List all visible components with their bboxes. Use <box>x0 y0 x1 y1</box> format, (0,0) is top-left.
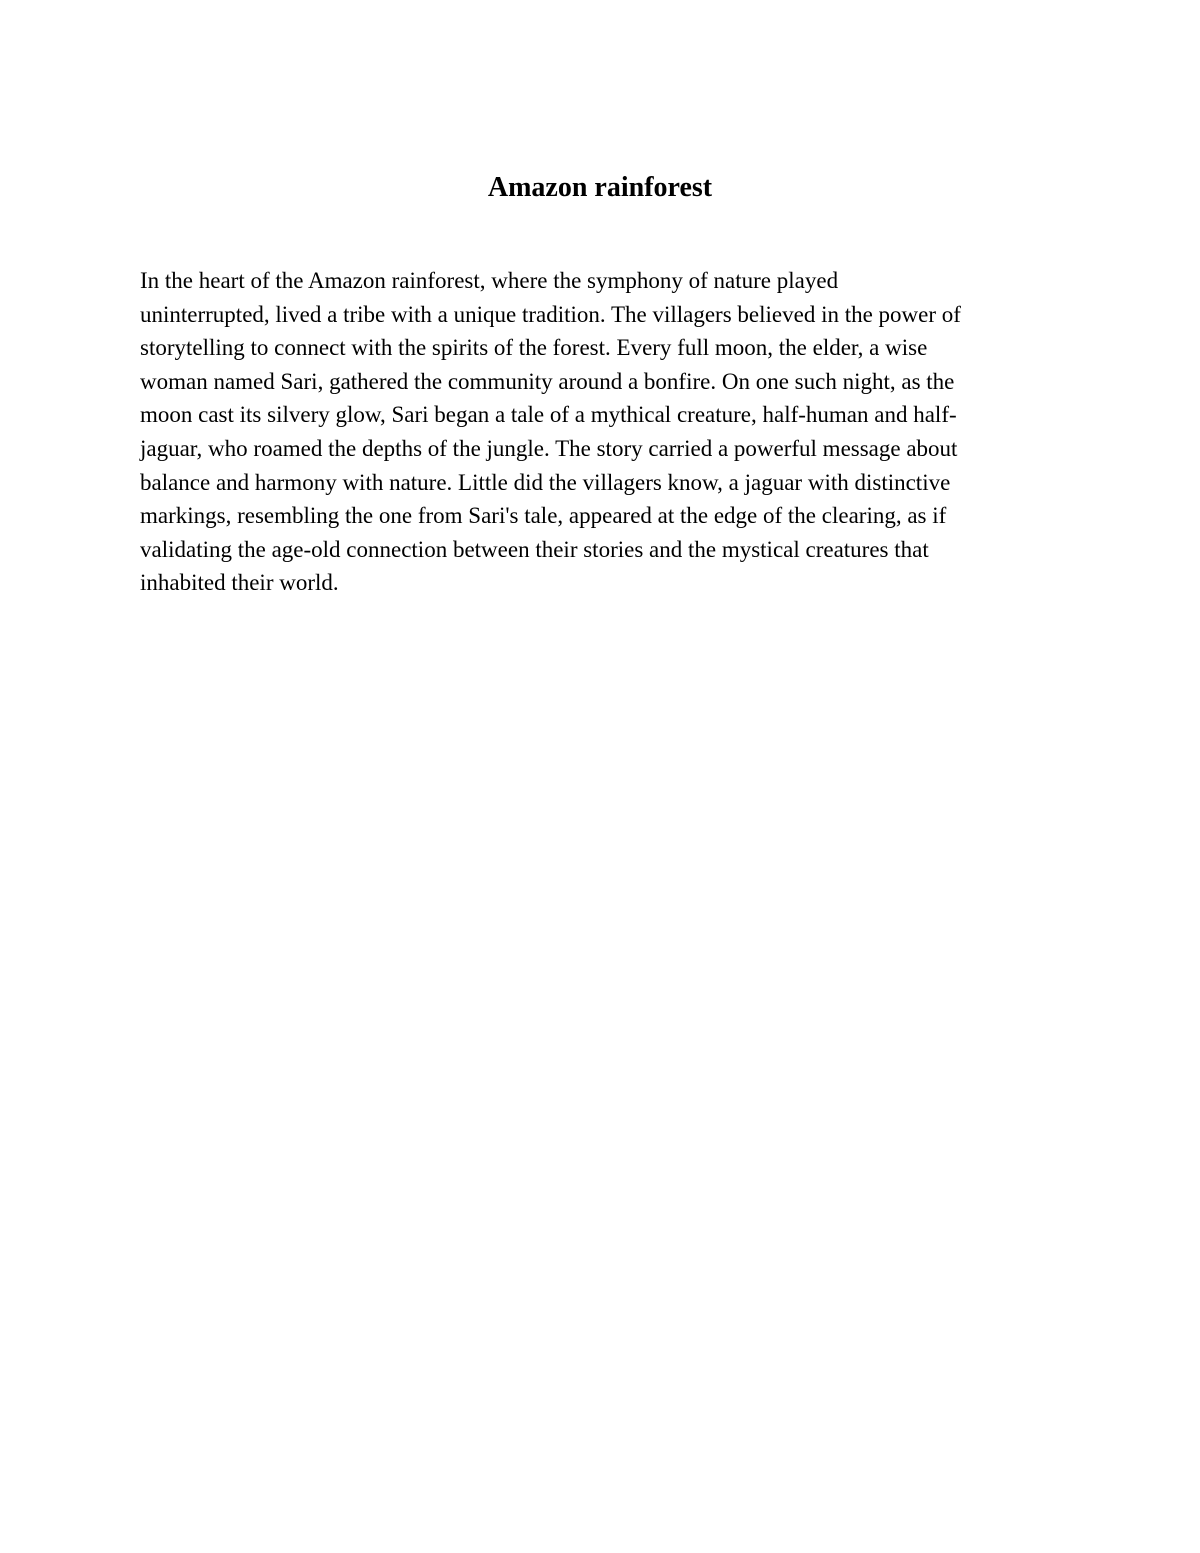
document-body <box>140 264 1060 600</box>
body-line: storytelling to connect with the spirits of the forest. Every full moon, the elder, a wise <box>140 335 928 361</box>
body-line: balance and harmony with nature. Little did the villagers know, a jaguar with distinctive <box>140 469 951 495</box>
body-line: moon cast its silvery glow, Sari began a tale of a mythical creature, half-human and half- <box>140 402 957 428</box>
body-line: woman named Sari, gathered the community around a bonfire. On one such night, as the <box>140 368 955 394</box>
body-line: uninterrupted, lived a tribe with a unique tradition. The villagers believed in the power of <box>140 301 961 327</box>
body-line: markings, resembling the one from Sari's tale, appeared at the edge of the clearing, as if <box>140 503 947 529</box>
body-line: In the heart of the Amazon rainforest, where the symphony of nature played <box>140 268 839 293</box>
document-title: Amazon rainforest <box>487 172 713 203</box>
body-line: jaguar, who roamed the depths of the jungle. The story carried a powerful message about <box>140 435 958 461</box>
body-line: validating the age-old connection between their stories and the mystical creatures that <box>140 536 929 562</box>
body-line: inhabited their world. <box>140 570 339 596</box>
